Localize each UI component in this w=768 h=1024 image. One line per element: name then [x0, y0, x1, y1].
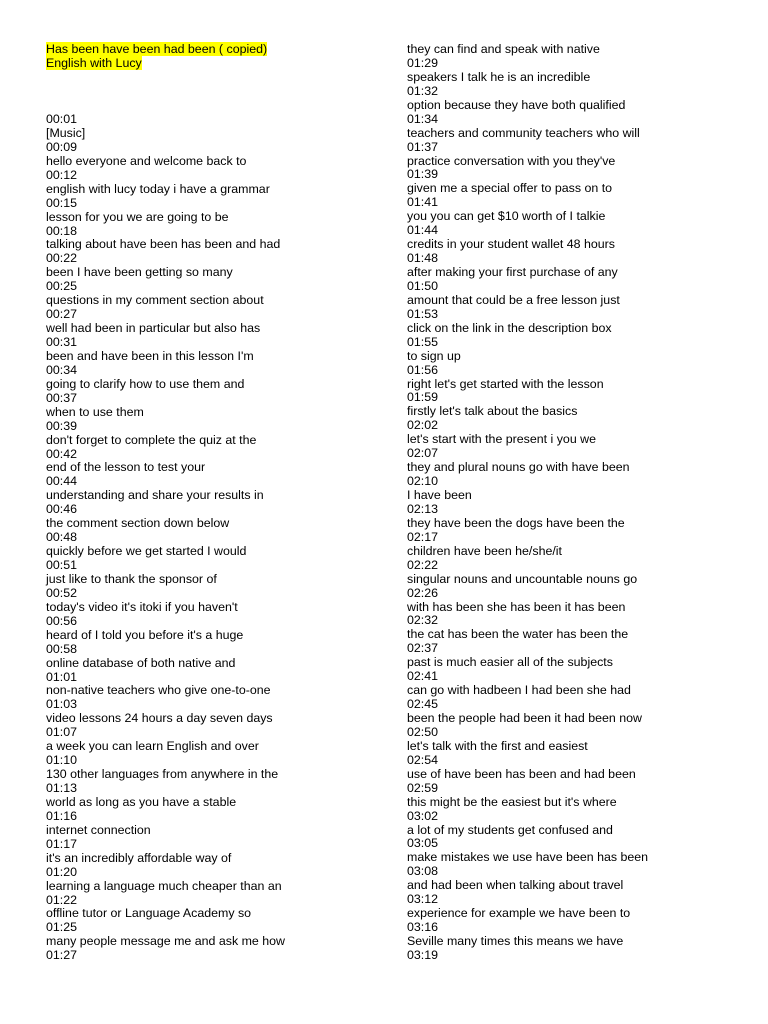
timestamp-line: 02:41 [407, 669, 439, 684]
transcript-line: heard of I told you before it's a huge [46, 627, 244, 642]
timestamp-line: 02:13 [407, 501, 439, 516]
timestamp-line: 01:48 [407, 251, 439, 266]
transcript-left-column [46, 43, 376, 963]
transcript-line: after making your first purchase of any [407, 265, 618, 279]
transcript-line: end of the lesson to test your [46, 460, 206, 475]
timestamp-line: 00:34 [46, 362, 78, 377]
timestamp-line: 00:09 [46, 139, 78, 154]
transcript-line: the cat has been the water has been the [407, 627, 629, 642]
transcript-line: right let's get started with the lesson [407, 376, 604, 391]
transcript-line: understanding and share your results in [46, 488, 264, 503]
timestamp-line: 00:12 [46, 167, 78, 182]
timestamp-line: 01:07 [46, 725, 78, 740]
transcript-line: let's start with the present i you we [407, 432, 596, 447]
document-title [46, 43, 376, 71]
timestamp-line: 01:10 [46, 753, 78, 768]
timestamp-line: 00:37 [46, 390, 78, 405]
transcript-line: hello everyone and welcome back to [46, 153, 247, 168]
timestamp-line: 01:34 [407, 111, 439, 126]
timestamp-line: 00:31 [46, 335, 78, 349]
transcript-line: option because they have both qualified [407, 97, 626, 112]
timestamp-line: 01:44 [407, 223, 439, 238]
transcript-line: they and plural nouns go with have been [407, 460, 630, 475]
transcript-line: questions in my comment section about [46, 293, 264, 308]
transcript-line: Seville many times this means we have [407, 934, 624, 948]
timestamp-line: 02:07 [407, 446, 439, 461]
transcript-line: make mistakes we use have been has been [407, 850, 649, 865]
timestamp-line: 03:08 [407, 864, 439, 879]
timestamp-line: 02:10 [407, 474, 439, 489]
timestamp-line: 01:25 [46, 920, 78, 935]
timestamp-line: 02:37 [407, 641, 439, 656]
timestamp-line: 01:41 [407, 195, 439, 210]
timestamp-line: 03:16 [407, 920, 439, 935]
transcript-line: 130 other languages from anywhere in the [46, 767, 279, 782]
transcript-line: don't forget to complete the quiz at the [46, 432, 257, 447]
transcript-line: firstly let's talk about the basics [407, 404, 578, 419]
timestamp-line: 03:02 [407, 808, 439, 823]
transcript-line: quickly before we get started I would [46, 544, 247, 559]
transcript-line: world as long as you have a stable [46, 794, 237, 809]
timestamp-line: 01:29 [407, 55, 439, 70]
timestamp-line: 01:16 [46, 808, 78, 823]
timestamp-line: 01:22 [46, 892, 78, 907]
transcript-line: talking about have been has been and had [46, 237, 281, 252]
transcript-line: it's an incredibly affordable way of [46, 850, 232, 865]
transcript-line: credits in your student wallet 48 hours [407, 237, 615, 252]
transcript-line: let's talk with the first and easiest [407, 738, 588, 753]
timestamp-line: 01:55 [407, 334, 439, 349]
transcript-line: going to clarify how to use them and [46, 376, 245, 391]
timestamp-line: 01:01 [46, 669, 78, 684]
timestamp-line: 00:51 [46, 558, 78, 572]
transcript-line: to sign up [407, 348, 461, 363]
transcript-line: I have been [407, 488, 472, 502]
timestamp-line: 01:59 [407, 390, 439, 405]
timestamp-line: 01:37 [407, 139, 439, 154]
transcript-line: this might be the easiest but it's where [407, 794, 617, 809]
timestamp-line: 00:46 [46, 502, 78, 517]
timestamp-line: 00:15 [46, 195, 78, 210]
transcript-line: today's video it's itoki if you haven't [46, 599, 238, 614]
transcript-line: teachers and community teachers who will [407, 125, 640, 140]
timestamp-line: 03:19 [407, 947, 439, 962]
transcript-line: use of have been has been and had been [407, 766, 636, 781]
left-transcript-lines [46, 113, 376, 963]
transcript-line: video lessons 24 hours a day seven days [46, 711, 273, 726]
transcript-right-column [407, 43, 747, 963]
transcript-line: children have been he/she/it [407, 543, 562, 558]
transcript-line: practice conversation with you they've [407, 153, 616, 168]
transcript-line: lesson for you we are going to be [46, 209, 229, 224]
transcript-line: when to use them [46, 404, 144, 419]
transcript-line: click on the link in the description box [407, 320, 612, 335]
timestamp-line: 00:18 [46, 223, 78, 238]
timestamp-line: 00:44 [46, 474, 78, 489]
transcript-line: non-native teachers who give one-to-one [46, 683, 271, 698]
transcript-line: just like to thank the sponsor of [46, 571, 217, 586]
timestamp-line: 01:20 [46, 864, 78, 879]
timestamp-line: 02:17 [407, 529, 439, 544]
timestamp-line: 00:48 [46, 530, 78, 545]
transcript-line: learning a language much cheaper than an [46, 878, 282, 893]
transcript-line: can go with hadbeen I had been she had [407, 683, 631, 698]
timestamp-line: 01:50 [407, 278, 439, 293]
timestamp-line: 01:39 [407, 167, 439, 182]
transcript-line: with has been she has been it has been [407, 599, 626, 614]
transcript-line: they have been the dogs have been the [407, 515, 625, 530]
transcript-line: you you can get $10 worth of I talkie [407, 209, 606, 224]
timestamp-line: 01:53 [407, 306, 439, 321]
timestamp-line: 00:22 [46, 251, 78, 266]
title-line-2: English with Lucy [46, 55, 142, 70]
timestamp-line: 03:12 [407, 892, 439, 907]
timestamp-line: 02:50 [407, 724, 439, 739]
transcript-line: [Music] [46, 125, 86, 140]
timestamp-line: 00:01 [46, 112, 78, 126]
timestamp-line: 00:56 [46, 613, 78, 628]
transcript-line: given me a special offer to pass on to [407, 181, 613, 196]
transcript-line: well had been in particular but also has [46, 321, 261, 336]
transcript-line: and had been when talking about travel [407, 878, 624, 893]
transcript-line: offline tutor or Language Academy so [46, 906, 252, 921]
transcript-line: been the people had been it had been now [407, 711, 642, 725]
timestamp-line: 00:52 [46, 585, 78, 600]
timestamp-line: 01:27 [46, 948, 78, 963]
timestamp-line: 02:02 [407, 418, 439, 433]
transcript-line: the comment section down below [46, 516, 230, 531]
transcript-line: been I have been getting so many [46, 265, 233, 280]
timestamp-line: 02:59 [407, 780, 439, 795]
transcript-line: a lot of my students get confused and [407, 822, 613, 837]
timestamp-line: 00:25 [46, 279, 78, 294]
timestamp-line: 01:17 [46, 836, 78, 851]
timestamp-line: 00:58 [46, 641, 78, 656]
timestamp-line: 00:39 [46, 418, 78, 433]
timestamp-line: 01:32 [407, 83, 439, 98]
timestamp-line: 01:13 [46, 781, 78, 795]
timestamp-line: 02:32 [407, 613, 439, 628]
timestamp-line: 00:27 [46, 307, 78, 322]
timestamp-line: 00:42 [46, 446, 78, 461]
transcript-line: online database of both native and [46, 655, 236, 670]
timestamp-line: 01:56 [407, 362, 439, 377]
transcript-line: singular nouns and uncountable nouns go [407, 571, 638, 586]
transcript-line: english with lucy today i have a grammar [46, 181, 270, 196]
timestamp-line: 03:05 [407, 836, 439, 851]
right-transcript-lines [407, 43, 747, 963]
transcript-line: amount that could be a free lesson just [407, 292, 620, 307]
transcript-line: speakers I talk he is an incredible [407, 69, 591, 84]
timestamp-line: 02:26 [407, 585, 439, 600]
transcript-line: experience for example we have been to [407, 906, 631, 921]
timestamp-line: 01:03 [46, 697, 78, 712]
transcript-line: been and have been in this lesson I'm [46, 348, 254, 363]
transcript-line: past is much easier all of the subjects [407, 655, 613, 670]
transcript-line: a week you can learn English and over [46, 739, 259, 754]
timestamp-line: 02:54 [407, 752, 439, 767]
transcript-line: they can find and speak with native [407, 42, 600, 56]
timestamp-line: 02:45 [407, 697, 439, 712]
transcript-line: many people message me and ask me how [46, 934, 285, 949]
timestamp-line: 02:22 [407, 557, 439, 572]
title-line-1: Has been have been had been ( copied) [46, 42, 268, 56]
transcript-line: internet connection [46, 822, 151, 837]
